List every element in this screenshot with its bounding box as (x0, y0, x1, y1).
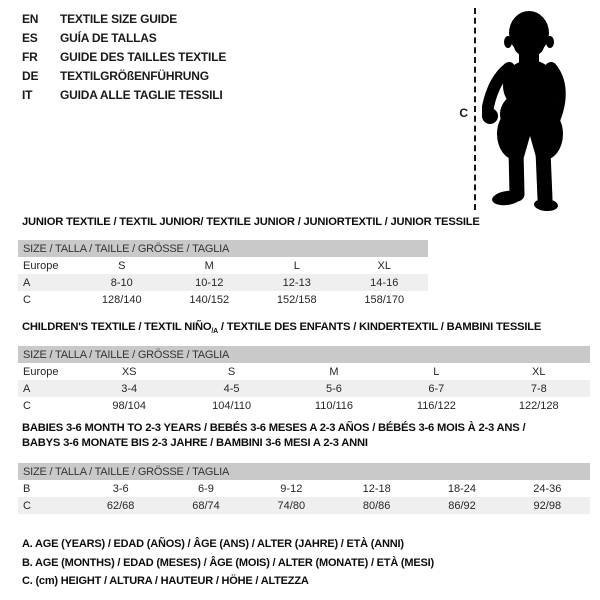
size-value-cell: 116/122 (416, 399, 456, 412)
height-measure-label: C (459, 106, 468, 120)
height-dashed-line (474, 8, 476, 210)
row-label: C (23, 399, 31, 412)
size-value-cell: 3-4 (121, 382, 138, 395)
size-value-cell: 74/80 (277, 499, 306, 512)
language-row-it (22, 86, 226, 105)
babies-size-table (18, 463, 590, 514)
size-value-cell: 158/170 (364, 293, 405, 306)
size-value-cell: 10-12 (195, 276, 224, 289)
junior-size-table (18, 240, 428, 308)
size-value-cell: 18-24 (447, 482, 477, 495)
junior-table-title: JUNIOR TEXTILE / TEXTIL JUNIOR/ TEXTILE JUNIOR / JUNIORTEXTIL / JUNIOR TESSILE (22, 216, 480, 228)
size-value-cell: 110/116 (314, 399, 354, 412)
row-label: C (23, 293, 31, 306)
size-value-cell: 104/110 (212, 399, 252, 412)
size-value-cell: 152/158 (276, 293, 317, 306)
row-label: A (23, 276, 31, 289)
table-row (18, 397, 590, 414)
children-title-text: CHILDREN'S TEXTILE / TEXTIL NIÑO (22, 321, 212, 333)
table-row (18, 257, 428, 274)
language-label: GUIDE DES TAILLES TEXTILE (60, 50, 227, 64)
children-title-subscript: /A (211, 328, 218, 336)
size-value-cell: M (329, 365, 339, 378)
size-value-cell: S (227, 365, 236, 378)
size-value-cell: XL (377, 259, 391, 272)
children-table-title (22, 320, 541, 339)
language-label: GUÍA DE TALLAS (60, 31, 157, 45)
size-value-cell: 12-18 (362, 482, 391, 495)
size-value-cell: 68/74 (192, 499, 220, 512)
legend-line-c: C. (cm) HEIGHT / ALTURA / HAUTEUR / HÖHE / ALTEZZA (22, 575, 309, 588)
legend-line-a: A. AGE (YEARS) / EDAD (AÑOS) / ÂGE (ANS) / ALTER (JAHRE) / ETÀ (ANNI) (22, 538, 404, 550)
table-row (18, 480, 590, 497)
size-value-cell: 8-10 (110, 276, 133, 289)
size-value-cell: 80/86 (362, 499, 391, 512)
size-value-cell: 128/140 (101, 293, 142, 306)
table-row (18, 497, 590, 514)
language-label: TEXTILGRÖßENFÜHRUNG (60, 69, 209, 83)
size-value-cell: L (293, 259, 300, 272)
size-value-cell: 12-13 (282, 276, 311, 289)
size-value-cell: M (204, 259, 214, 272)
size-value-cell: 92/98 (533, 499, 562, 512)
size-value-cell: 9-12 (280, 482, 303, 495)
size-value-cell: 98/104 (112, 399, 147, 412)
size-value-cell: 6-9 (198, 482, 214, 495)
row-label: Europe (23, 259, 59, 272)
row-label: Europe (23, 365, 59, 378)
row-label: C (23, 499, 31, 512)
language-code: EN (22, 12, 39, 26)
size-value-cell: L (433, 365, 440, 378)
language-list (22, 10, 226, 105)
language-label: TEXTILE SIZE GUIDE (60, 12, 178, 26)
legend (22, 535, 434, 591)
language-label: GUIDA ALLE TAGLIE TESSILI (60, 88, 223, 102)
legend-line-b: B. AGE (MONTHS) / EDAD (MESES) / ÂGE (MOIS) / ALTER (MONATE) / ETÀ (MESI) (22, 556, 434, 569)
language-code: DE (22, 69, 39, 83)
size-value-cell: 140/152 (189, 293, 230, 306)
size-value-cell: 24-36 (533, 482, 562, 495)
size-value-cell: 5-6 (326, 382, 342, 395)
language-code: IT (22, 88, 33, 102)
language-row-de (22, 67, 226, 86)
size-value-cell: 4-5 (223, 382, 240, 395)
size-header-bar: SIZE / TALLA / TAILLE / GRÖSSE / TAGLIA (18, 240, 428, 257)
row-label: B (23, 482, 31, 495)
language-code: FR (22, 50, 38, 64)
table-row (18, 274, 428, 291)
size-value-cell: S (118, 259, 126, 272)
children-title-text: / TEXTILE DES ENFANTS / KINDERTEXTIL / BAMBINI TESSILE (217, 321, 542, 333)
size-value-cell: 86/92 (448, 499, 476, 512)
size-header-bar: SIZE / TALLA / TAILLE / GRÖSSE / TAGLIA (18, 346, 590, 363)
language-row-fr (22, 48, 226, 67)
size-value-cell: 122/128 (518, 399, 559, 412)
baby-silhouette-icon (482, 6, 595, 212)
row-label: A (23, 382, 31, 395)
language-row-es (22, 29, 226, 48)
size-value-cell: 3-6 (112, 482, 129, 495)
table-row (18, 363, 590, 380)
babies-table-title (22, 421, 525, 451)
size-value-cell: 6-7 (428, 382, 445, 395)
babies-title-line1: BABIES 3-6 MONTH TO 2-3 YEARS / BEBÉS 3-6 MESES A 2-3 AÑOS / BÉBÉS 3-6 MOIS À 2-3 ANS / (22, 422, 526, 434)
size-value-cell: 7-8 (530, 382, 547, 395)
size-header-bar: SIZE / TALLA / TAILLE / GRÖSSE / TAGLIA (18, 463, 590, 480)
size-value-cell: 14-16 (370, 276, 399, 289)
size-value-cell: XL (532, 365, 546, 378)
language-row-en (22, 10, 226, 29)
size-value-cell: XS (121, 365, 137, 378)
size-value-cell: 62/68 (106, 499, 135, 512)
language-code: ES (22, 31, 38, 45)
table-row (18, 380, 590, 397)
babies-title-line2: BABYS 3-6 MONATE BIS 2-3 JAHRE / BAMBINI 3-6 MESI A 2-3 ANNI (22, 437, 368, 449)
children-size-table (18, 346, 590, 414)
table-row (18, 291, 428, 308)
